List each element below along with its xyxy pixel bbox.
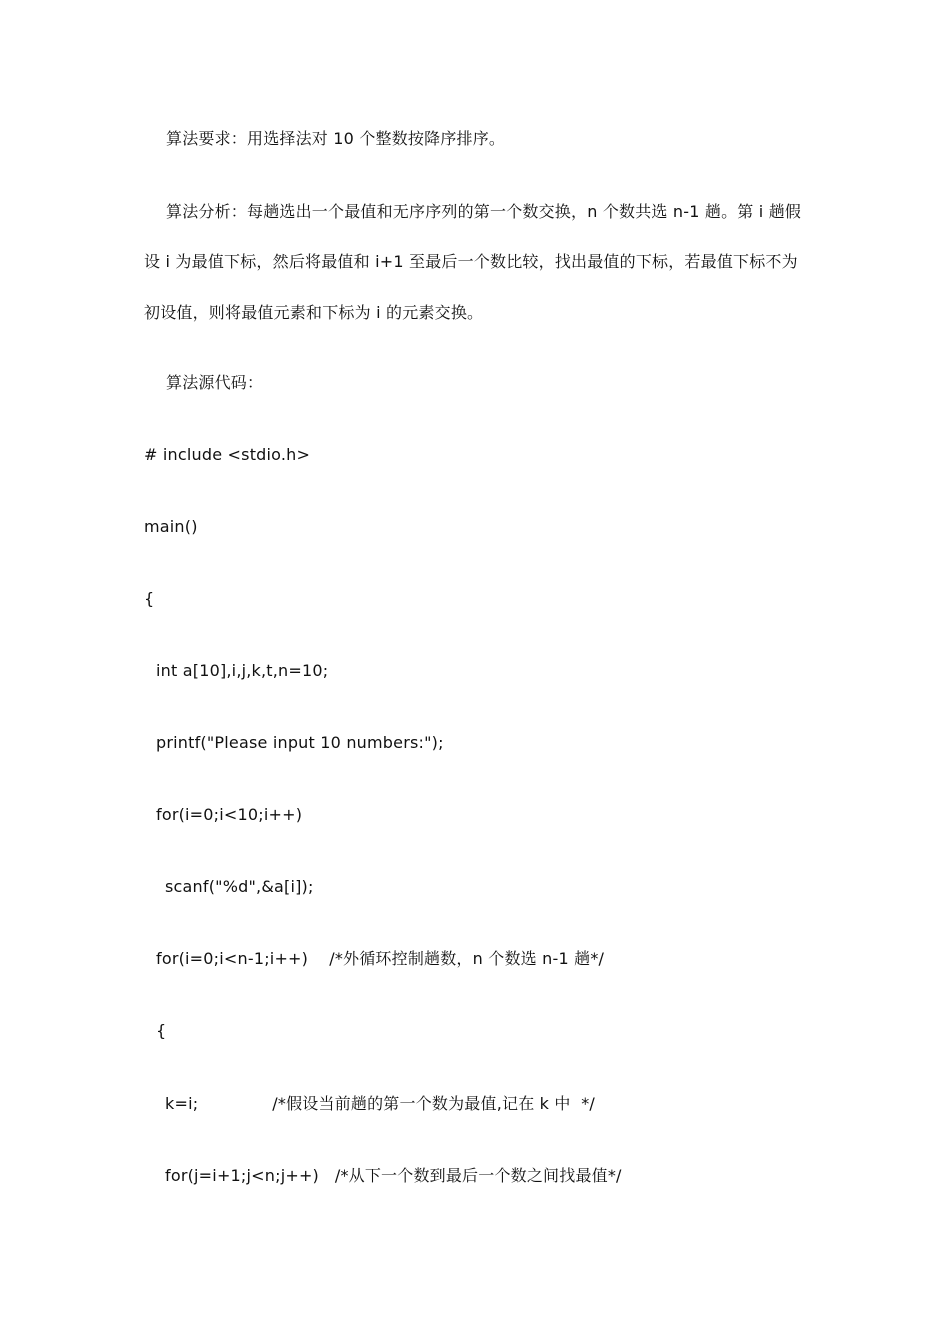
code-line-for-input: for(i=0;i<10;i++) (156, 805, 303, 824)
code-line-scanf: scanf("%d",&a[i]); (165, 877, 314, 896)
code-line-assign-k: k=i; /*假设当前趟的第一个数为最值,记在 k 中 */ (165, 1094, 595, 1113)
analysis-paragraph-line-2: 设 i 为最值下标，然后将最值和 i+1 至最后一个数比较，找出最值的下标，若最值下标不为 (144, 252, 798, 271)
source-code-heading: 算法源代码： (166, 373, 264, 392)
code-line-outer-loop: for(i=0;i<n-1;i++) /*外循环控制趟数，n 个数选 n-1 趟*/ (156, 949, 605, 968)
code-line-declarations: int a[10],i,j,k,t,n=10; (156, 661, 329, 680)
code-line-printf: printf("Please input 10 numbers:"); (156, 733, 444, 752)
requirement-paragraph: 算法要求：用选择法对 10 个整数按降序排序。 (166, 129, 506, 148)
analysis-paragraph-line-3: 初设值，则将最值元素和下标为 i 的元素交换。 (144, 303, 484, 322)
analysis-paragraph-line-1: 算法分析：每趟选出一个最值和无序序列的第一个数交换，n 个数共选 n-1 趟。第 i 趟假 (166, 202, 802, 221)
code-line-open-brace: { (144, 589, 155, 608)
code-line-inner-loop: for(j=i+1;j<n;j++) /*从下一个数到最后一个数之间找最值*/ (165, 1166, 622, 1185)
code-line-inner-open-brace: { (156, 1021, 167, 1040)
code-line-include: # include <stdio.h> (144, 445, 311, 464)
code-line-main: main() (144, 517, 198, 536)
